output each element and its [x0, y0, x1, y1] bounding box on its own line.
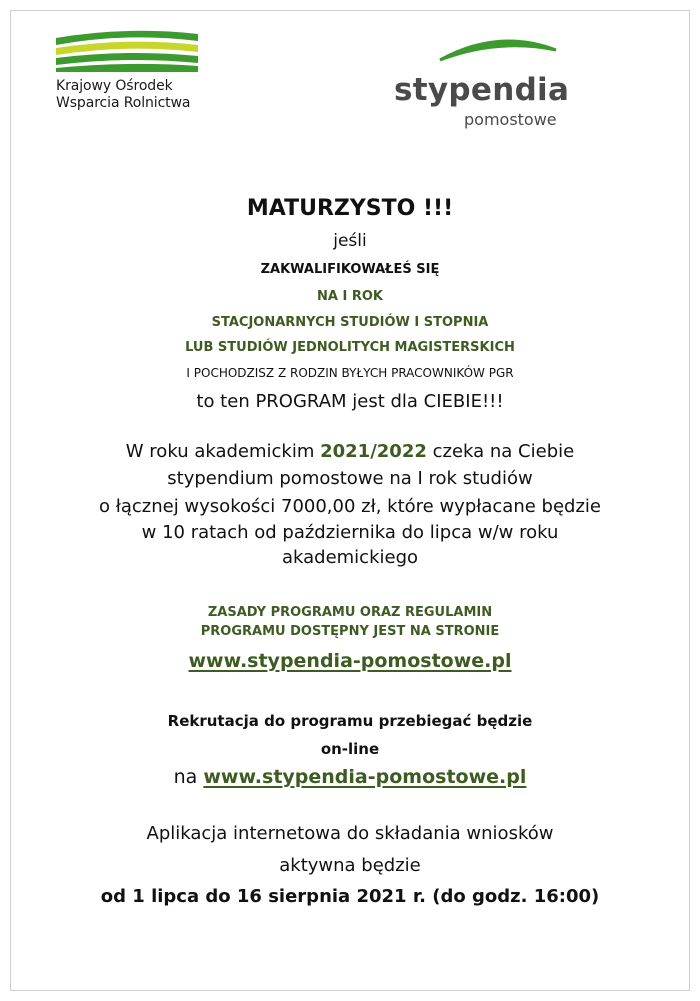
rules-line-1: ZASADY PROGRAMU ORAZ REGULAMIN	[207, 605, 493, 620]
headline: MATURZYSTO !!!	[246, 196, 454, 221]
criteria-line-5: I POCHODZISZ Z RODZIN BYŁYCH PRACOWNIKÓW PGR	[186, 366, 514, 380]
criteria-line-2: NA I ROK	[317, 289, 383, 304]
offer-line-3: o łącznej wysokości 7000,00 zł, które wypłacane będzie	[99, 496, 601, 517]
logo-arc-icon	[438, 34, 558, 64]
intro-text: jeśli	[333, 231, 367, 251]
kowr-name-line1: Krajowy Ośrodek	[56, 78, 173, 94]
logo-main-text: stypendia	[394, 72, 570, 108]
recruitment-line-3	[0, 766, 700, 788]
criteria-line-1: ZAKWALIFIKOWAŁEŚ SIĘ	[260, 262, 440, 277]
criteria-line-4: LUB STUDIÓW JEDNOLITYCH MAGISTERSKICH	[185, 340, 515, 355]
recruitment-link-prefix: na	[173, 766, 204, 788]
rules-website-link[interactable]: www.stypendia-pomostowe.pl	[188, 650, 512, 672]
criteria-line-3: STACJONARNYCH STUDIÓW I STOPNIA	[211, 315, 489, 330]
offer-line-2: stypendium pomostowe na I rok studiów	[167, 468, 533, 489]
offer-line-5: akademickiego	[281, 547, 419, 568]
tagline: to ten PROGRAM jest dla CIEBIE!!!	[196, 391, 504, 412]
application-line-2: aktywna będzie	[279, 855, 421, 876]
recruitment-line-1: Rekrutacja do programu przebiegać będzie	[167, 712, 533, 730]
rules-link-row	[0, 650, 700, 672]
application-dates: od 1 lipca do 16 sierpnia 2021 r. (do godz. 16:00)	[100, 886, 600, 907]
kowr-logo	[56, 28, 216, 112]
recruitment-line-2: on-line	[320, 740, 380, 758]
kowr-emblem-icon	[56, 28, 198, 72]
offer-line-1-pre: W roku akademickim	[125, 441, 321, 462]
kowr-name-line2: Wsparcia Rolnictwa	[56, 95, 191, 111]
academic-year: 2021/2022	[320, 441, 427, 462]
offer-line-1-post: czeka na Ciebie	[426, 441, 575, 462]
application-line-1: Aplikacja internetowa do składania wniosków	[146, 823, 554, 844]
logo-sub-text: pomostowe	[464, 110, 557, 129]
offer-line-4: w 10 ratach od października do lipca w/w roku	[141, 522, 559, 543]
recruitment-website-link[interactable]: www.stypendia-pomostowe.pl	[203, 766, 527, 788]
rules-line-2: PROGRAMU DOSTĘPNY JEST NA STRONIE	[200, 624, 500, 639]
stypendia-pomostowe-logo	[388, 34, 588, 129]
offer-line-1	[0, 441, 700, 462]
